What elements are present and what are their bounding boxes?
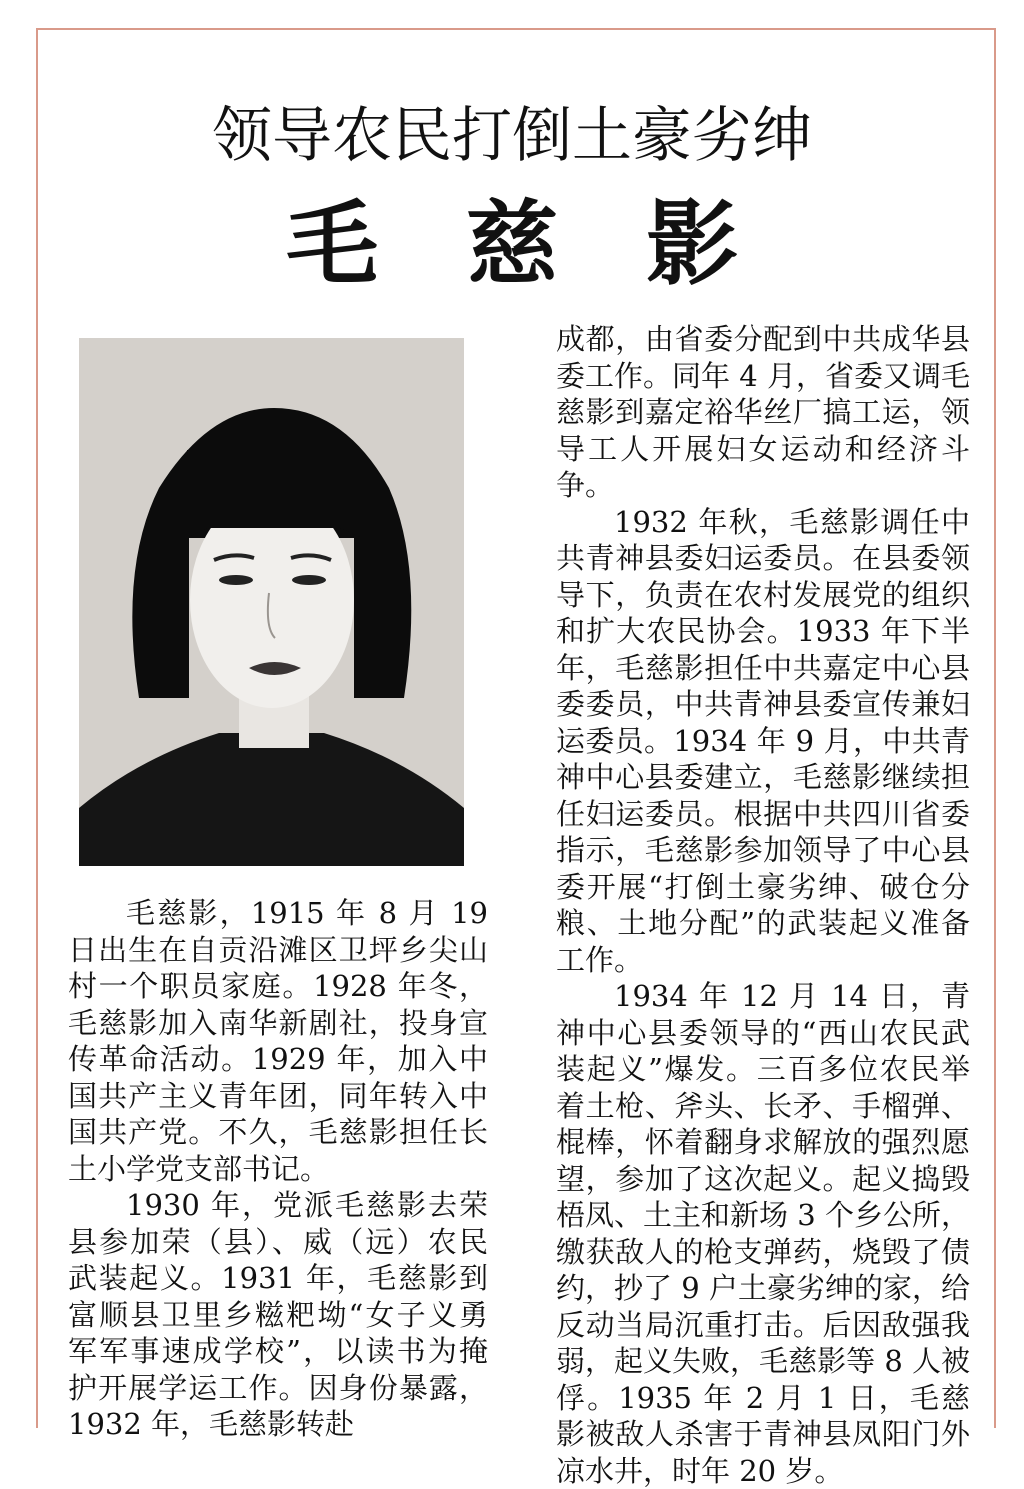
article-column-right [556, 321, 970, 1489]
article-paragraph: 1930 年，党派毛慈影去荣县参加荣（县）、威（远）农民武装起义。1931 年，毛慈影到富顺县卫里乡糍粑坳“女子义勇军军事速成学校”，以读书为掩护开展学运工作。因身份暴露，1932 年，毛慈影转赴 [68, 1188, 488, 1441]
portrait-icon [79, 338, 464, 866]
article-column-left [68, 895, 488, 1443]
article-paragraph-continuation: 成都，由省委分配到中共成华县委工作。同年 4 月，省委又调毛慈影到嘉定裕华丝厂搞工运，领导工人开展妇女运动和经济斗争。 [556, 322, 970, 502]
article-title: 毛 慈 影 [285, 191, 767, 298]
article-paragraph: 毛慈影，1915 年 8 月 19 日出生在自贡沿滩区卫坪乡尖山村一个职员家庭。1928 年冬，毛慈影加入南华新剧社，投身宣传革命活动。1929 年，加入中国共产主义青年团，同年转入中国共产党。不久，毛慈影担任长土小学党支部书记。 [68, 896, 488, 1186]
article-subtitle: 领导农民打倒土豪劣绅 [212, 101, 812, 171]
article-paragraph: 1934 年 12 月 14 日，青神中心县委领导的“西山农民武装起义”爆发。三百多位农民举着土枪、斧头、长矛、手榴弹、棍棒，怀着翻身求解放的强烈愿望，参加了这次起义。起义捣毁梧凤、土主和新场 3 个乡公所，缴获敌人的枪支弹药，烧毁了债约，抄了 9 户土豪劣绅的家，给反动当局沉重打击。后因敌强我弱，起义失败，毛慈影等 8 人被俘。1935 年 2 月 1 日，毛慈影被敌人杀害于青神县凤阳门外凉水井，时年 20 岁。 [556, 979, 970, 1488]
article-paragraph: 1932 年秋，毛慈影调任中共青神县委妇运委员。在县委领导下，负责在农村发展党的组织和扩大农民协会。1933 年下半年，毛慈影担任中共嘉定中心县委委员，中共青神县委宣传兼妇运委员。1934 年 9 月，中共青神中心县委建立，毛慈影继续担任妇运委员。根据中共四川省委指示，毛慈影参加领导了中心县委开展“打倒土豪劣绅、破仓分粮、土地分配”的武装起义准备工作。 [556, 504, 970, 977]
portrait-photo [79, 338, 464, 866]
